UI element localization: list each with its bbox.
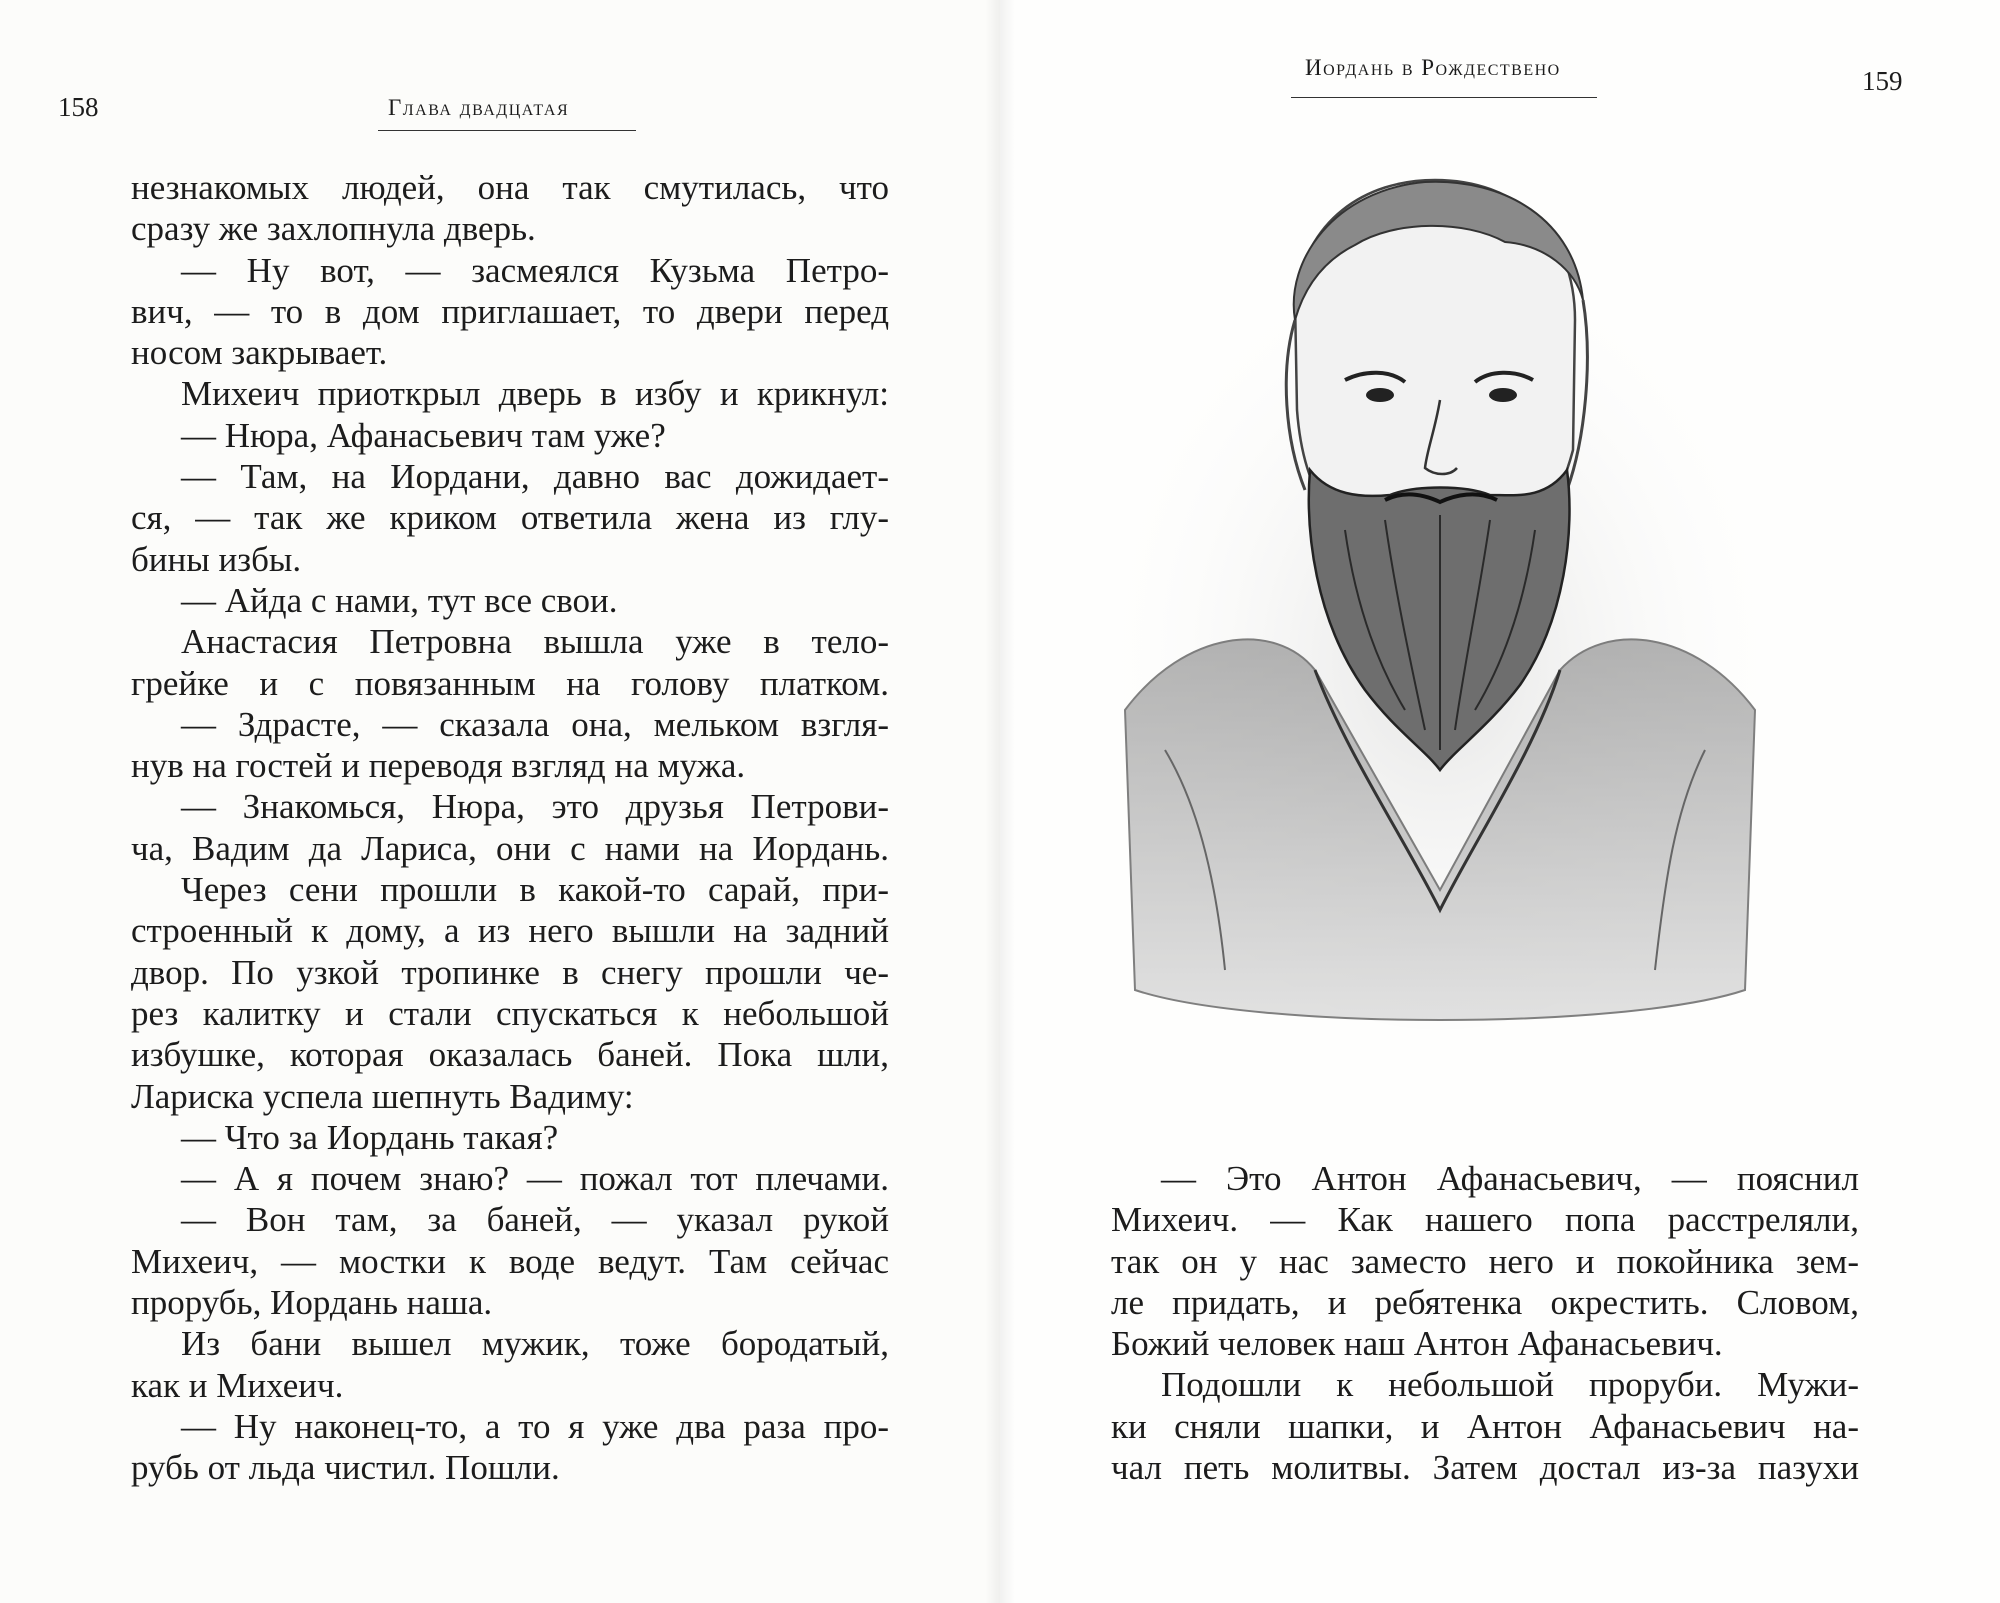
- body-text: [131, 167, 889, 1489]
- text-line: Михеич. — Как нашего попа расстреляли,: [1111, 1200, 1859, 1240]
- header-rule: [1291, 97, 1597, 98]
- text-line: — Это Антон Афанасьевич, — пояснил: [1161, 1159, 1859, 1198]
- text-line: Михеич, — мостки к воде ведут. Там сейчас: [131, 1241, 889, 1281]
- text-line: избушке, которая оказалась баней. Пока шли,: [131, 1035, 889, 1075]
- text-line: — Здрасте, — сказала она, мельком взгля-: [181, 704, 889, 744]
- text-line: Божий человек наш Антон Афанасьевич.: [1111, 1324, 1723, 1364]
- text-line: незнакомых людей, она так смутилась, что: [131, 168, 889, 207]
- text-line: Лариска успела шепнуть Вадиму:: [131, 1076, 634, 1116]
- text-line: Анастасия Петровна вышла уже в тело-: [181, 622, 889, 662]
- text-line: — Ну наконец-то, а то я уже два раза про-: [181, 1406, 889, 1446]
- text-line: ки сняли шапки, и Антон Афанасьевич на-: [1111, 1406, 1859, 1446]
- text-line: ле придать, и ребятенка окрестить. Словом,: [1111, 1282, 1859, 1322]
- text-line: Из бани вышел мужик, тоже бородатый,: [181, 1324, 889, 1364]
- text-line: сразу же захлопнула дверь.: [131, 209, 536, 249]
- page-number: 159: [1862, 66, 1903, 96]
- text-line: вич, — то в дом приглашает, то двери перед: [131, 291, 889, 331]
- right-eye: [1489, 388, 1517, 402]
- text-line: бины избы.: [131, 539, 302, 579]
- text-line: — Ну вот, — засмеялся Кузьма Петро-: [181, 250, 889, 290]
- text-line: Подошли к небольшой проруби. Мужи-: [1161, 1365, 1859, 1405]
- portrait-illustration: [1105, 150, 1775, 1030]
- text-line: — Нюра, Афанасьевич там уже?: [181, 415, 666, 455]
- text-line: рез калитку и стали спускаться к небольшой: [131, 993, 889, 1033]
- text-line: так он у нас заместо него и покойника зем-: [1111, 1241, 1859, 1281]
- text-line: как и Михеич.: [131, 1365, 344, 1405]
- running-head: Иордань в Рождествено: [1305, 55, 1561, 80]
- text-line: ся, — так же криком ответила жена из глу-: [131, 498, 889, 538]
- text-line: Через сени прошли в какой-то сарай, при-: [181, 870, 889, 910]
- text-line: нув на гостей и переводя взгляд на мужа.: [131, 746, 746, 786]
- page-number: 158: [58, 92, 99, 122]
- left-eye: [1366, 388, 1394, 402]
- text-line: прорубь, Иордань наша.: [131, 1283, 493, 1323]
- book-gutter: [985, 0, 1015, 1603]
- text-line: носом закрывает.: [131, 333, 388, 373]
- running-head: Глава двадцатая: [388, 95, 570, 120]
- text-line: — А я почем знаю? — пожал тот плечами.: [181, 1159, 889, 1199]
- text-line: — Что за Иордань такая?: [181, 1117, 559, 1157]
- text-line: — Вон там, за баней, — указал рукой: [181, 1200, 889, 1240]
- text-line: рубь от льда чистил. Пошли.: [131, 1448, 560, 1488]
- text-line: — Знакомься, Нюра, это друзья Петрови-: [181, 787, 889, 827]
- header-rule: [378, 130, 636, 131]
- text-line: Михеич приоткрыл дверь в избу и крикнул:: [181, 374, 889, 414]
- text-line: чал петь молитвы. Затем достал из-за пазухи: [1111, 1448, 1859, 1488]
- text-line: ча, Вадим да Лариса, они с нами на Иордань.: [131, 828, 889, 868]
- body-text: [1111, 1158, 1859, 1488]
- text-line: грейке и с повязанным на голову платком.: [131, 663, 889, 703]
- text-line: — Айда с нами, тут все свои.: [181, 580, 618, 620]
- text-line: строенный к дому, а из него вышли на задний: [131, 911, 889, 951]
- head: [1286, 180, 1587, 510]
- text-line: — Там, на Иордани, давно вас дожидает-: [181, 457, 889, 497]
- text-line: двор. По узкой тропинке в снегу прошли че-: [131, 952, 889, 992]
